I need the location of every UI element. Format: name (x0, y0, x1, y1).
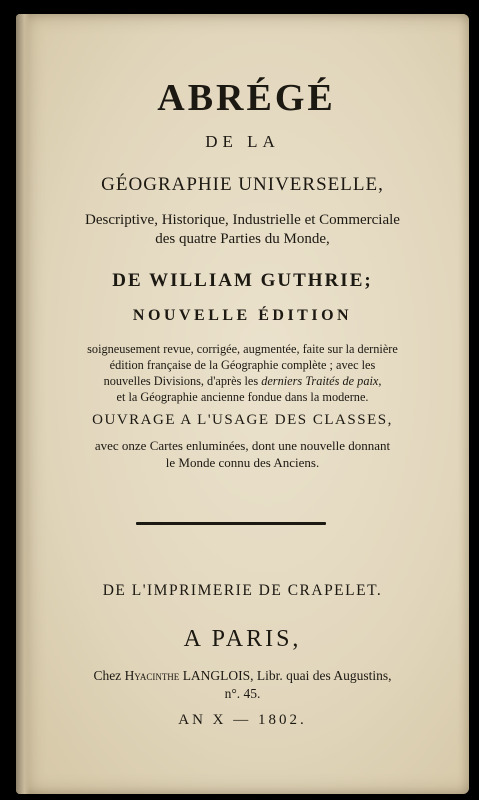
subtitle-line-2: des quatre Parties du Monde, (155, 231, 330, 247)
description-line-3-text: nouvelles Divisions, d'après les (103, 374, 262, 388)
publisher-number: n°. 45. (224, 686, 261, 701)
description-line-3 (16, 374, 469, 389)
title-connector: DE LA (205, 132, 280, 151)
publisher-first-name: Hyacinthe (124, 668, 180, 683)
publisher-rest: LANGLOIS, Libr. quai des Augustins, (179, 668, 392, 683)
title-page (16, 14, 469, 794)
description-line-1: soigneusement revue, corrigée, augmentée, faite sur la dernière (87, 342, 398, 356)
book-title: ABRÉGÉ (157, 77, 336, 119)
usage-heading: OUVRAGE A L'USAGE DES CLASSES, (92, 412, 393, 428)
publisher-line (16, 668, 469, 684)
printer-line: DE L'IMPRIMERIE DE CRAPELET. (102, 582, 383, 599)
description-line-3-italic: derniers Traités de paix, (261, 374, 382, 388)
maps-line-1: avec onze Cartes enluminées, dont une nouvelle donnant (94, 438, 391, 453)
edition-heading: NOUVELLE ÉDITION (132, 307, 353, 324)
publication-date: AN X — 1802. (178, 712, 307, 728)
maps-line-2: le Monde connu des Anciens. (165, 455, 320, 470)
book-subject: GÉOGRAPHIE UNIVERSELLE, (101, 174, 384, 195)
author-line: DE WILLIAM GUTHRIE; (112, 270, 373, 291)
publisher-prefix: Chez (93, 668, 125, 683)
description-line-2: édition française de la Géographie complète ; avec les (109, 358, 376, 372)
divider-rule (136, 522, 326, 525)
city-line: A PARIS, (183, 626, 302, 652)
description-line-4: et la Géographie ancienne fondue dans la moderne. (116, 390, 369, 404)
subtitle-line-1: Descriptive, Historique, Industrielle et Commerciale (85, 212, 400, 228)
